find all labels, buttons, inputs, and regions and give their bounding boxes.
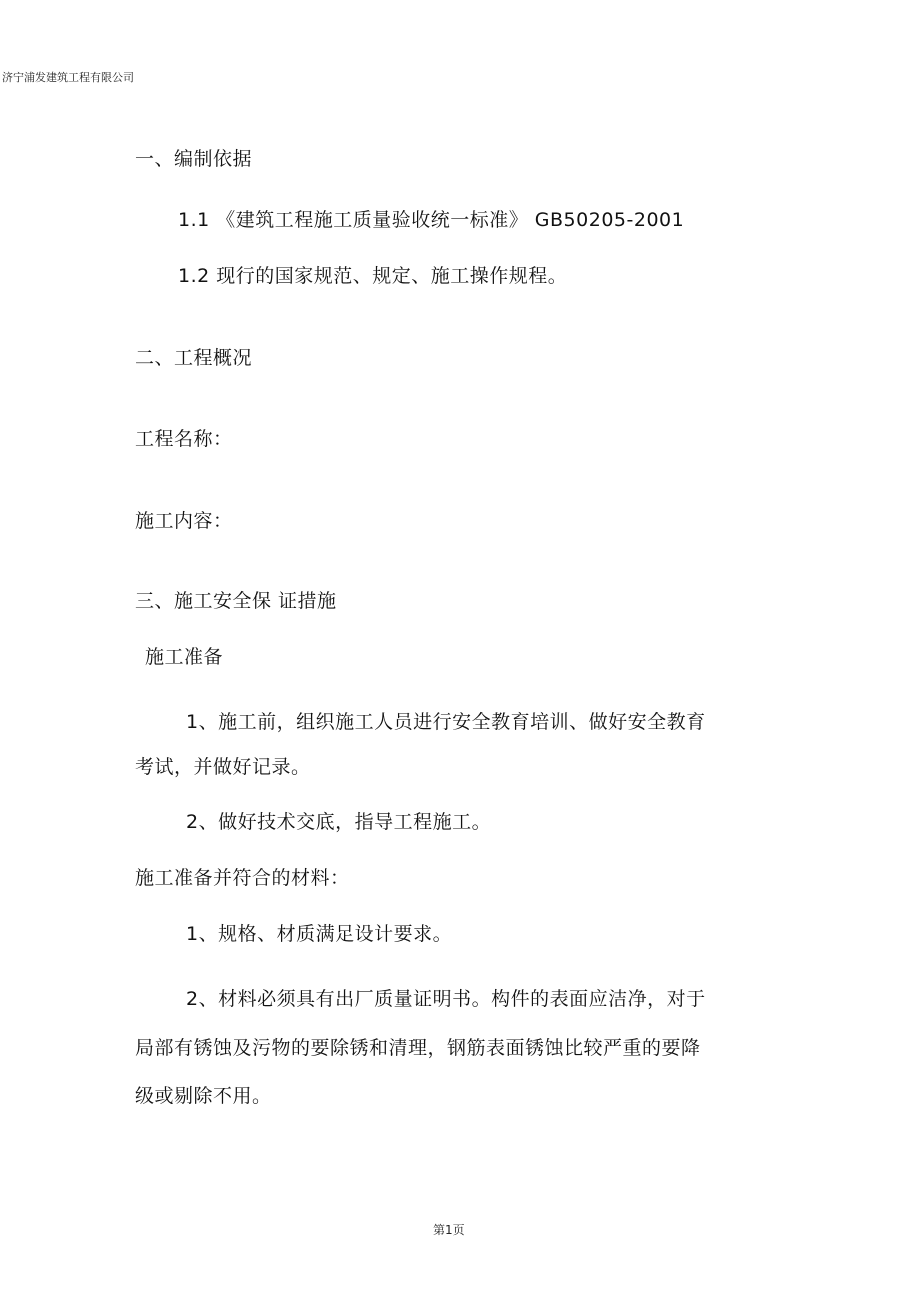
materials-item2-line2: 局部有锈蚀及污物的要除锈和清理，钢筋表面锈蚀比较严重的要降 [135, 1037, 701, 1059]
materials-heading: 施工准备并符合的材料： [135, 867, 350, 889]
prep-item2: 2、做好技术交底，指导工程施工。 [186, 811, 492, 833]
section3-heading: 三、施工安全保 证措施 [135, 590, 337, 612]
construction-content-label: 施工内容： [135, 510, 233, 532]
prep-item1-line1: 1、施工前，组织施工人员进行安全教育培训、做好安全教育 [186, 711, 706, 733]
section1-item1: 1.1 《建筑工程施工质量验收统一标准》 GB50205-2001 [178, 209, 685, 231]
header-company-name: 济宁浦发建筑工程有限公司 [2, 71, 134, 84]
prep-subheading: 施工准备 [145, 646, 224, 668]
materials-item2-line3: 级或剔除不用。 [135, 1085, 272, 1107]
project-name-label: 工程名称： [135, 428, 233, 450]
materials-item2-line1: 2、材料必须具有出厂质量证明书。构件的表面应洁净，对于 [186, 988, 706, 1010]
page-number: 第1页 [433, 1223, 465, 1237]
section1-item2: 1.2 现行的国家规范、规定、施工操作规程。 [178, 265, 568, 287]
section1-heading: 一、编制依据 [135, 148, 253, 170]
section2-heading: 二、工程概况 [135, 347, 253, 369]
materials-item1: 1、规格、材质满足设计要求。 [186, 923, 453, 945]
prep-item1-line2: 考试，并做好记录。 [135, 756, 311, 778]
